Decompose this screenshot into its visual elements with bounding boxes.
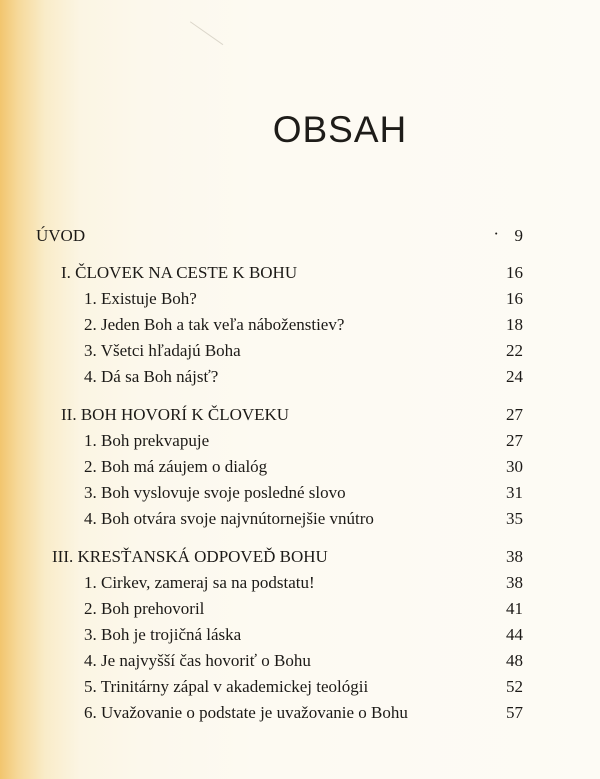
toc-item-page: 44	[506, 625, 523, 644]
toc-section-heading	[52, 545, 523, 569]
toc-section-heading	[61, 403, 523, 427]
toc-item-page: 16	[506, 289, 523, 308]
toc-item-page: 27	[506, 431, 523, 450]
toc-item-label: 2. Jeden Boh a tak veľa náboženstiev?	[84, 315, 345, 334]
toc-section-page: 16	[506, 263, 523, 282]
toc-item	[84, 701, 523, 725]
toc-item-page: 38	[506, 573, 523, 592]
toc-item-label: 3. Boh vyslovuje svoje posledné slovo	[84, 483, 346, 502]
toc-item-page: 22	[506, 341, 523, 360]
toc-item	[84, 429, 523, 453]
toc-item-label: 3. Všetci hľadajú Boha	[84, 341, 241, 360]
toc-item	[84, 365, 523, 389]
toc-item	[84, 507, 523, 531]
toc-item	[84, 455, 523, 479]
toc-item-page: 57	[506, 703, 523, 722]
toc-item	[84, 675, 523, 699]
toc-item-page: 18	[506, 315, 523, 334]
page-title: OBSAH	[272, 108, 408, 150]
toc-item-label: 2. Boh prehovoril	[84, 599, 205, 618]
toc-entry-page: 9	[514, 226, 523, 245]
toc-item	[84, 481, 523, 505]
toc-item-label: 6. Uvažovanie o podstate je uvažovanie o Bohu	[84, 703, 408, 722]
toc-item-page: 30	[506, 457, 523, 476]
toc-item	[84, 597, 523, 621]
toc-item-label: 3. Boh je trojičná láska	[84, 625, 242, 644]
toc-item-label: 1. Boh prekvapuje	[84, 431, 210, 450]
toc-item-label: 4. Boh otvára svoje najvnútornejšie vnútro	[84, 509, 374, 528]
toc-item-page: 31	[506, 483, 523, 502]
toc-item	[84, 287, 523, 311]
toc-entry-intro	[36, 224, 523, 248]
toc-section-label: III. KRESŤANSKÁ ODPOVEĎ BOHU	[52, 547, 328, 566]
leader-dot: ·	[493, 224, 499, 243]
toc-item-page: 41	[506, 599, 523, 618]
toc-item	[84, 623, 523, 647]
toc-section-label: I. ČLOVEK NA CESTE K BOHU	[61, 263, 298, 282]
toc-section-page: 27	[506, 405, 523, 424]
toc-item-label: 4. Je najvyšší čas hovoriť o Bohu	[84, 651, 311, 670]
toc-item-label: 1. Existuje Boh?	[84, 289, 197, 308]
toc-item-label: 1. Cirkev, zameraj sa na podstatu!	[84, 573, 315, 592]
toc-item	[84, 313, 523, 337]
toc-item-page: 52	[506, 677, 523, 696]
toc-item-label: 4. Dá sa Boh nájsť?	[84, 367, 219, 386]
toc-item-page: 35	[506, 509, 523, 528]
paper-mark	[173, 21, 224, 69]
toc-item	[84, 571, 523, 595]
toc-section-label: II. BOH HOVORÍ K ČLOVEKU	[61, 405, 290, 424]
toc-item	[84, 649, 523, 673]
toc-item-label: 2. Boh má záujem o dialóg	[84, 457, 268, 476]
toc-item-label: 5. Trinitárny zápal v akademickej teológii	[84, 677, 369, 696]
toc-item	[84, 339, 523, 363]
toc-entry-label: ÚVOD	[36, 226, 86, 245]
toc-item-page: 24	[506, 367, 523, 386]
toc-section-page: 38	[506, 547, 523, 566]
toc-item-page: 48	[506, 651, 523, 670]
toc-section-heading	[61, 261, 523, 285]
